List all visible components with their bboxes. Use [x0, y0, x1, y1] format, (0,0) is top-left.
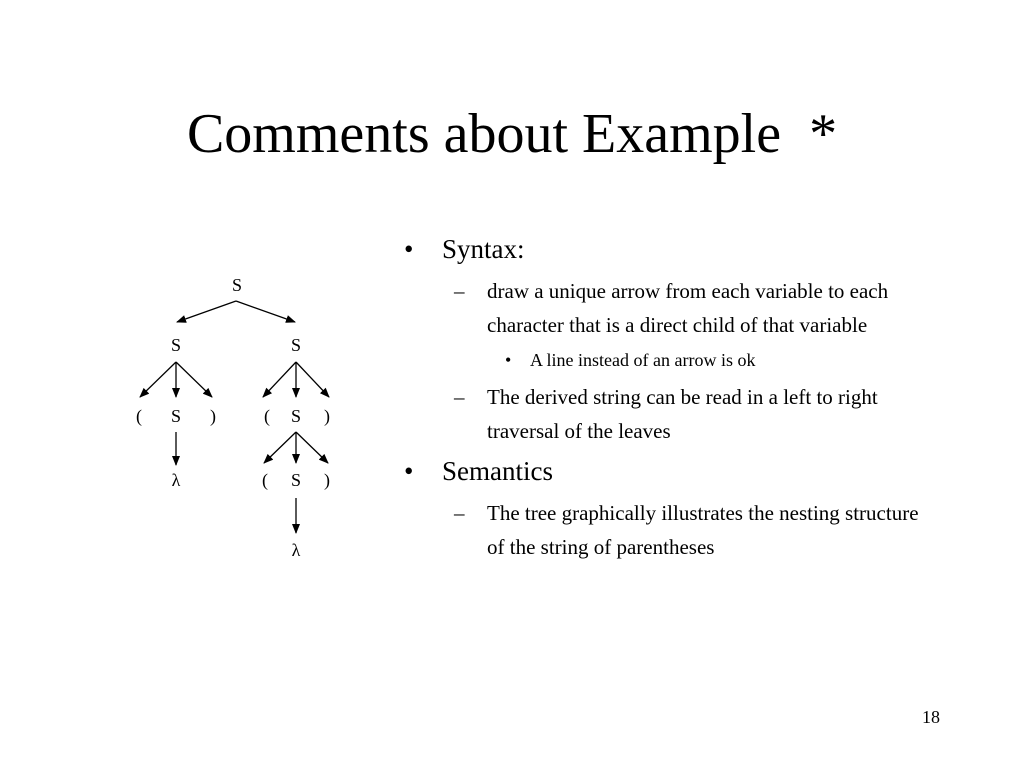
edge-right-lparen	[263, 362, 296, 397]
tree-left-lambda: λ	[171, 470, 181, 490]
sub-bullet-text: draw a unique arrow from each variable to each character that is a direct child of that variable	[487, 279, 889, 337]
sub-bullet-tree-illustrates	[454, 496, 927, 564]
tree-root-node: S	[231, 275, 243, 295]
tree-right-rparen: )	[324, 406, 330, 426]
tree-nested-s: S	[290, 470, 302, 490]
bullet-marker: •	[404, 456, 414, 486]
bullet-semantics	[404, 452, 964, 490]
sub-bullet-text: The derived string can be read in a left to right traversal of the leaves	[487, 385, 878, 443]
sub-bullet-text: The tree graphically illustrates the nesting structure of the string of parentheses	[487, 501, 919, 559]
sub-sub-bullet-text: A line instead of an arrow is ok	[530, 350, 756, 370]
dash-marker: –	[454, 279, 465, 303]
parse-tree-diagram	[0, 0, 400, 600]
edge-nested-rparen	[296, 432, 328, 463]
bullet-list	[404, 230, 964, 568]
edge-right-rparen	[296, 362, 329, 397]
bullet-marker: •	[404, 234, 414, 264]
bullet-syntax	[404, 230, 964, 268]
edge-root-right	[236, 301, 295, 322]
tree-nested-lparen: (	[262, 470, 268, 490]
sub-sub-bullet-line-ok	[505, 346, 964, 374]
bullet-marker: •	[505, 350, 512, 370]
dash-marker: –	[454, 501, 465, 525]
tree-right-lambda: λ	[291, 540, 301, 560]
sub-bullet-draw-arrow	[454, 274, 927, 342]
dash-marker: –	[454, 385, 465, 409]
tree-right-lparen: (	[264, 406, 270, 426]
tree-nested-rparen: )	[324, 470, 330, 490]
bullet-text: Syntax:	[442, 234, 525, 264]
tree-right-child-s: S	[290, 406, 302, 426]
tree-left-s-node: S	[170, 335, 182, 355]
sub-bullet-derived-string	[454, 380, 927, 448]
tree-left-rparen: )	[210, 406, 216, 426]
edge-left-rparen	[176, 362, 212, 397]
bullet-text: Semantics	[442, 456, 553, 486]
slide-title: Comments about Example *	[186, 103, 838, 165]
tree-right-s-node: S	[290, 335, 302, 355]
tree-left-lparen: (	[136, 406, 142, 426]
edge-root-left	[177, 301, 236, 322]
slide-number: 18	[922, 707, 940, 727]
edge-left-lparen	[140, 362, 176, 397]
tree-left-child-s: S	[170, 406, 182, 426]
edge-nested-lparen	[264, 432, 296, 463]
